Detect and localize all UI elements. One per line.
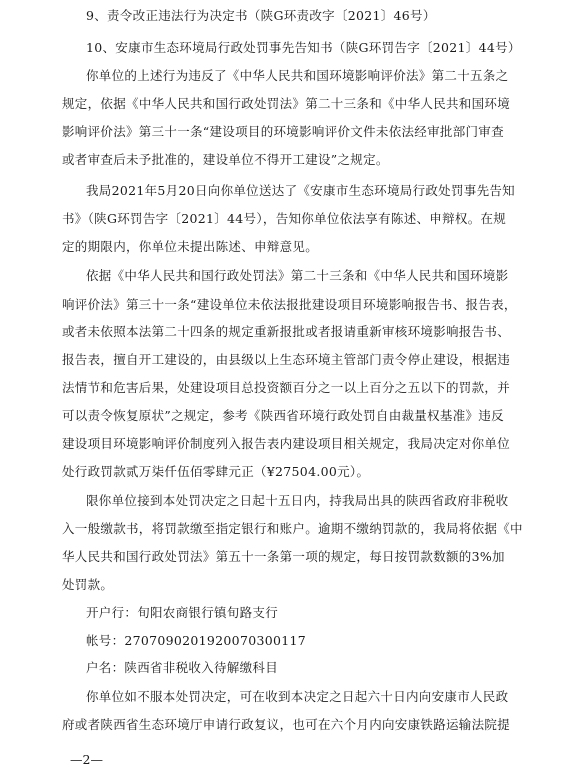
- doc-line: 法情节和危害后果，处建设项目总投资额百分之一以上百分之五以下的罚款，并: [62, 380, 511, 395]
- doc-line: 或者未依照本法第二十四条的规定重新报批或者报请重新审核环境影响报告书、: [62, 324, 511, 339]
- doc-line: 书》（陕G环罚告字〔2021〕44号），告知你单位依法享有陈述、申辩权。在规: [62, 211, 507, 226]
- doc-line: 或者审查后未予批准的，建设单位不得开工建设”之规定。: [62, 152, 389, 167]
- account-number: 帐号：2707090201920070300117: [86, 633, 306, 648]
- bank-name: 开户行：旬阳农商银行镇旬路支行: [86, 605, 279, 620]
- doc-line: 影响评价法》第三十一条“建设项目的环境影响评价文件未依法经审批部门审查: [62, 124, 504, 139]
- doc-line: 府或者陕西省生态环境厅申请行政复议，也可在六个月内向安康铁路运输法院提: [62, 717, 511, 732]
- doc-line: 你单位的上述行为违反了《中华人民共和国环境影响评价法》第二十五条之: [86, 68, 509, 83]
- doc-line: 规定，依据《中华人民共和国行政处罚法》第二十三条和《中华人民共和国环境: [62, 96, 511, 111]
- doc-line: 可以责令恢复原状”之规定，参考《陕西省环境行政处罚自由裁量权基准》违反: [62, 408, 504, 423]
- doc-line-attachment-10: 10、安康市生态环境局行政处罚事先告知书（陕G环罚告字〔2021〕44号）: [86, 40, 521, 55]
- doc-line: 定的期限内，你单位未提出陈述、申辩意见。: [62, 239, 319, 254]
- doc-line: 响评价法》第三十一条“建设单位未依法报批建设项目环境影响报告书、报告表，: [62, 297, 517, 312]
- doc-line-fine-amount: 处行政罚款贰万柒仟伍佰零肆元正（¥27504.00元）。: [62, 464, 370, 479]
- doc-line: 我局2021年5月20日向你单位送达了《安康市生态环境局行政处罚事先告知: [86, 183, 515, 198]
- account-holder: 户名：陕西省非税收入待解缴科目: [86, 660, 279, 675]
- doc-line: 华人民共和国行政处罚法》第五十一条第一项的规定，每日按罚款数额的3%加: [62, 549, 505, 564]
- doc-line-attachment-9: 9、责令改正违法行为决定书（陕G环责改字〔2021〕46号）: [86, 8, 436, 23]
- doc-line: 入一般缴款书，将罚款缴至指定银行和账户。逾期不缴纳罚款的，我局将依据《中: [62, 521, 523, 536]
- doc-line: 建设项目环境影响评价制度列入报告表内建设项目相关规定，我局决定对你单位: [62, 436, 511, 451]
- doc-line: 报告表，擅自开工建设的，由县级以上生态环境主管部门责令停止建设，根据违: [62, 352, 511, 367]
- doc-line: 依据《中华人民共和国行政处罚法》第二十三条和《中华人民共和国环境影: [86, 268, 509, 283]
- doc-line: 你单位如不服本处罚决定，可在收到本决定之日起六十日内向安康市人民政: [86, 689, 509, 704]
- doc-line: 处罚款。: [62, 577, 114, 592]
- page-number: —2—: [70, 752, 103, 767]
- doc-line: 限你单位接到本处罚决定之日起十五日内，持我局出具的陕西省政府非税收: [86, 493, 509, 508]
